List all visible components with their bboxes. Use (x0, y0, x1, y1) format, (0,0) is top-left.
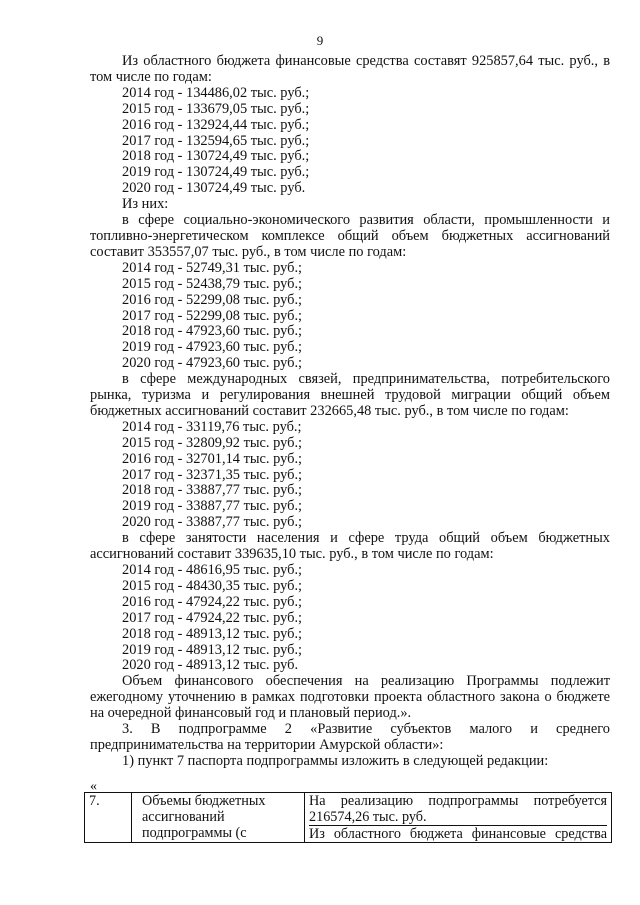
year-line: 2016 год - 47924,22 тыс. руб.; (122, 593, 303, 610)
year-line: 2014 год - 52749,31 тыс. руб.; (122, 259, 303, 276)
year-line: 2016 год - 52299,08 тыс. руб.; (122, 291, 303, 308)
funding-note-paragraph: Объем финансового обеспечения на реализацию Программы подлежит ежегодному уточнению в рамках подготовки проекта областного закона о бюджете на очередной финансовый год и плановый период.». (90, 673, 610, 722)
year-line: 2018 год - 130724,49 тыс. руб.; (122, 148, 310, 165)
item3-paragraph: 3. В подпрограмме 2 «Развитие субъектов малого и среднего предпринимательства на территории Амурской области»: (90, 721, 610, 753)
year-line: 2016 год - 132924,44 тыс. руб.; (122, 116, 310, 133)
sector3-years-list (90, 563, 610, 674)
year-line: 2017 год - 47924,22 тыс. руб.; (122, 609, 303, 626)
open-quote-mark: « (90, 779, 97, 794)
item3-subparagraph: 1) пункт 7 паспорта подпрограммы изложить в следующей редакции: (122, 752, 549, 769)
year-line: 2018 год - 47923,60 тыс. руб.; (122, 323, 303, 340)
year-line: 2015 год - 48430,35 тыс. руб.; (122, 577, 303, 594)
year-line: 2014 год - 134486,02 тыс. руб.; (122, 84, 310, 101)
sector1-years-list (90, 261, 610, 372)
sector1-paragraph: в сфере социально-экономического развития области, промышленности и топливно-энергетическом комплексе общий объем бюджетных ассигнований составит 353557,07 тыс. руб., в том числе по годам: (90, 212, 610, 260)
year-line: 2019 год - 130724,49 тыс. руб.; (122, 164, 310, 181)
year-line: 2019 год - 33887,77 тыс. руб.; (122, 498, 303, 515)
year-line: 2020 год - 47923,60 тыс. руб.; (122, 355, 303, 372)
row-value-cell (305, 793, 612, 843)
year-line: 2016 год - 32701,14 тыс. руб.; (122, 450, 303, 467)
year-line: 2019 год - 48913,12 тыс. руб.; (122, 641, 303, 658)
passport-table (84, 792, 612, 843)
page-number: 9 (316, 33, 324, 48)
year-line: 2017 год - 32371,35 тыс. руб.; (122, 466, 303, 483)
year-line: 2014 год - 48616,95 тыс. руб.; (122, 562, 303, 578)
year-line: 2020 год - 48913,12 тыс. руб. (122, 657, 299, 674)
table-row (85, 793, 612, 843)
intro-paragraph: Из областного бюджета финансовые средства составят 925857,64 тыс. руб., в том числе по годам: (90, 53, 610, 85)
sector2-years-list (90, 420, 610, 531)
year-line: 2015 год - 133679,05 тыс. руб.; (122, 100, 310, 117)
year-line: 2015 год - 32809,92 тыс. руб.; (122, 434, 303, 451)
sector3-paragraph: в сфере занятости населения и сфере труда общий объем бюджетных ассигнований составит 339635,10 тыс. руб., в том числе по годам: (90, 530, 610, 563)
year-line: 2017 год - 52299,08 тыс. руб.; (122, 307, 303, 324)
year-line: 2019 год - 47923,60 тыс. руб.; (122, 339, 303, 356)
year-line: 2020 год - 33887,77 тыс. руб.; (122, 514, 303, 531)
year-line: 2017 год - 132594,65 тыс. руб.; (122, 132, 310, 149)
year-line: 2015 год - 52438,79 тыс. руб.; (122, 275, 303, 292)
year-line: 2014 год - 33119,76 тыс. руб.; (122, 418, 302, 435)
row-label-cell: Объемы бюджетных ассигнований подпрограммы (с (132, 793, 305, 843)
row-number-cell: 7. (85, 793, 132, 843)
year-line: 2020 год - 130724,49 тыс. руб. (122, 180, 306, 197)
of-them-label: Из них: (122, 196, 169, 213)
year-line: 2018 год - 48913,12 тыс. руб.; (122, 625, 303, 642)
document-body (90, 54, 610, 770)
value-line: Из областного бюджета финансовые средства (309, 826, 607, 842)
total-years-list (90, 86, 610, 197)
sector2-paragraph: в сфере международных связей, предпринимательства, потребительского рынка, туризма и регулирования внешней трудовой миграции общий объем бюджетных ассигнований составит 232665,48 тыс. руб., в том числе по годам: (90, 371, 610, 419)
value-line: На реализацию подпрограммы потребуется 216574,26 тыс. руб. (309, 793, 607, 825)
year-line: 2018 год - 33887,77 тыс. руб.; (122, 482, 303, 499)
